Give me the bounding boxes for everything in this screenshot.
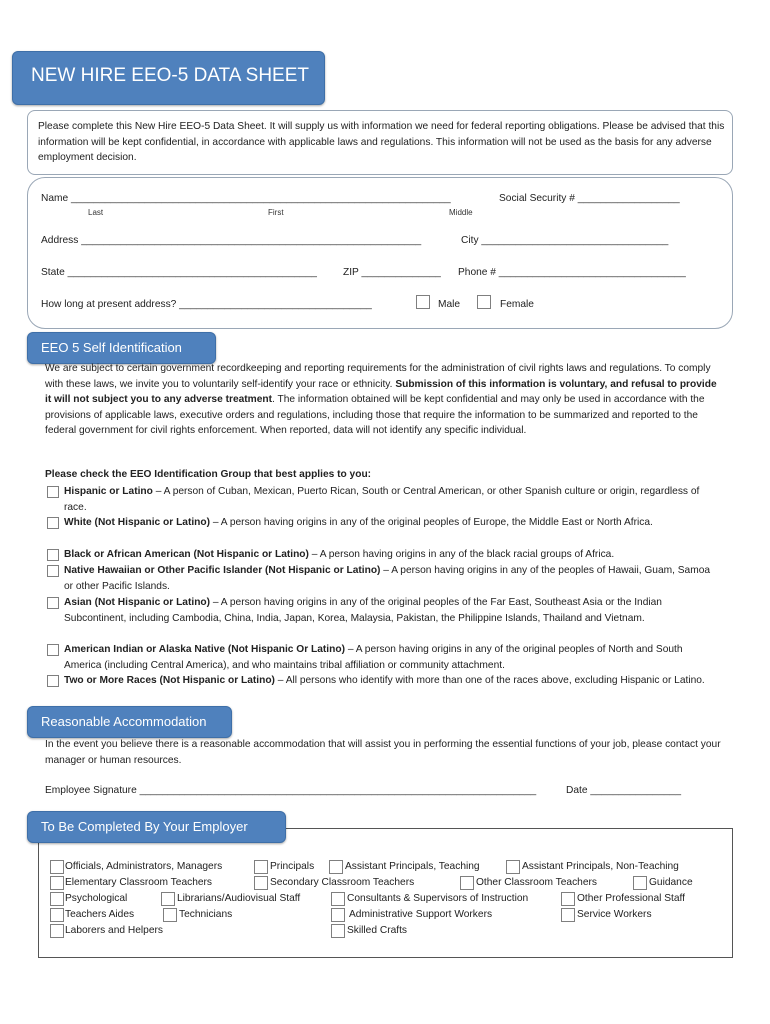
- secondary-teachers-checkbox[interactable]: [254, 876, 268, 890]
- employee-signature-field[interactable]: Employee Signature ______________________________________________________________________: [45, 785, 537, 796]
- other-teachers-label: Other Classroom Teachers: [476, 877, 597, 888]
- accommodation-heading: Reasonable Accommodation: [41, 714, 207, 729]
- laborers-checkbox[interactable]: [50, 924, 64, 938]
- middle-label: Middle: [449, 208, 473, 217]
- black-checkbox[interactable]: [47, 549, 59, 561]
- service-workers-label: Service Workers: [577, 909, 652, 920]
- asst-principals-nonteaching-checkbox[interactable]: [506, 860, 520, 874]
- service-workers-checkbox[interactable]: [561, 908, 575, 922]
- employer-section-header: [27, 811, 286, 843]
- consultants-label: Consultants & Supervisors of Instruction: [347, 893, 529, 904]
- asst-principals-nonteaching-label: Assistant Principals, Non-Teaching: [522, 861, 679, 872]
- group-label: American Indian or Alaska Native (Not Hispanic Or Latino): [64, 644, 345, 655]
- group-black: [64, 547, 714, 563]
- how-long-field[interactable]: How long at present address? __________________________________: [41, 299, 372, 310]
- admin-support-label: Administrative Support Workers: [349, 909, 493, 920]
- skilled-crafts-checkbox[interactable]: [331, 924, 345, 938]
- group-desc: – All persons who identify with more than one of the races above, excluding Hispanic or Latino.: [274, 675, 705, 686]
- group-desc: – A person having origins in any of the original peoples of the Far East, Southeast Asia or the Indian Subcontinent, including Cambodia, China, India, Japan, Korea, Malaysia, Pakistan, the Philippine Islands, Thailand and Vietnam.: [64, 597, 662, 624]
- eeo-para-2: . The information obtained will be kept confidential and may only be used in accordance with the provisions of applicable laws, executive orders and regulations, including those that require the information to be summarized and reported to the federal government for civil rights enforcement. When reported, data will not identify any specific individual.: [45, 394, 705, 437]
- eeo-section-header: [27, 332, 216, 364]
- intro-text: Please complete this New Hire EEO-5 Data Sheet. It will supply us with information we need for federal reporting obligations. Please be advised that this information will be kept confidential, in accordance with applicable laws and regulations. This information will not be used as the basis for any adverse employment decision.: [38, 121, 725, 164]
- eeo-paragraph: [45, 361, 725, 439]
- psychological-checkbox[interactable]: [50, 892, 64, 906]
- eeo-heading: EEO 5 Self Identification: [41, 340, 182, 355]
- name-field[interactable]: Name ___________________________________________________________________: [41, 193, 451, 204]
- other-teachers-checkbox[interactable]: [460, 876, 474, 890]
- group-two-or-more: [64, 673, 714, 689]
- title-banner: [12, 51, 325, 105]
- accommodation-text: In the event you believe there is a reasonable accommodation that will assist you in performing the essential functions of your job, please contact your manager or human resources.: [45, 739, 721, 766]
- group-label: Asian (Not Hispanic or Latino): [64, 597, 211, 608]
- technicians-checkbox[interactable]: [163, 908, 177, 922]
- white-checkbox[interactable]: [47, 517, 59, 529]
- male-label: Male: [438, 299, 461, 310]
- address-field[interactable]: Address ____________________________________________________________: [41, 235, 422, 246]
- laborers-label: Laborers and Helpers: [65, 925, 163, 936]
- asst-principals-teaching-checkbox[interactable]: [329, 860, 343, 874]
- female-label: Female: [500, 299, 534, 310]
- state-field[interactable]: State ____________________________________________: [41, 267, 317, 278]
- librarians-label: Librarians/Audiovisual Staff: [177, 893, 301, 904]
- last-label: Last: [88, 208, 104, 217]
- eeo-para-bold: Submission of this information is voluntary, and refusal to provide it will not subject you to any adverse treatment: [45, 378, 717, 406]
- other-professional-label: Other Professional Staff: [577, 893, 685, 904]
- group-desc: – A person having origins in any of the original peoples of Europe, the Middle East or North Africa.: [210, 517, 653, 528]
- secondary-teachers-label: Secondary Classroom Teachers: [270, 877, 415, 888]
- officials-checkbox[interactable]: [50, 860, 64, 874]
- hispanic-checkbox[interactable]: [47, 486, 59, 498]
- employer-heading: To Be Completed By Your Employer: [41, 819, 248, 834]
- psychological-label: Psychological: [65, 893, 128, 904]
- librarians-checkbox[interactable]: [161, 892, 175, 906]
- group-american-indian: [64, 642, 714, 673]
- asst-principals-teaching-label: Assistant Principals, Teaching: [345, 861, 480, 872]
- consultants-checkbox[interactable]: [331, 892, 345, 906]
- zip-field[interactable]: ZIP ______________: [343, 267, 441, 278]
- male-checkbox[interactable]: [416, 295, 430, 309]
- group-hispanic: [64, 484, 714, 515]
- group-desc: – A person having origins in any of the original peoples of North and South America (including Central America), and who maintains tribal affiliation or community attachment.: [64, 644, 683, 671]
- female-checkbox[interactable]: [477, 295, 491, 309]
- city-field[interactable]: City _________________________________: [461, 235, 669, 246]
- date-field[interactable]: Date ________________: [566, 785, 682, 796]
- principals-checkbox[interactable]: [254, 860, 268, 874]
- check-heading: Please check the EEO Identification Group that best applies to you:: [45, 469, 372, 480]
- other-professional-checkbox[interactable]: [561, 892, 575, 906]
- two-or-more-checkbox[interactable]: [47, 675, 59, 687]
- hawaiian-checkbox[interactable]: [47, 565, 59, 577]
- group-desc: – A person of Cuban, Mexican, Puerto Rican, South or Central American, or other Spanish culture or origin, regardless of race.: [64, 486, 700, 513]
- accommodation-section-header: [27, 706, 232, 738]
- asian-checkbox[interactable]: [47, 597, 59, 609]
- group-desc: – A person having origins in any of the black racial groups of Africa.: [308, 549, 615, 560]
- group-asian: [64, 595, 714, 626]
- first-label: First: [268, 208, 284, 217]
- eeo-para-1: We are subject to certain government recordkeeping and reporting requirements for the administration of civil rights laws and regulations. To comply with these laws, we invite you to voluntarily self-identify your race or ethnicity.: [45, 363, 711, 390]
- elementary-teachers-checkbox[interactable]: [50, 876, 64, 890]
- skilled-crafts-label: Skilled Crafts: [347, 925, 408, 936]
- guidance-label: Guidance: [649, 877, 693, 888]
- group-hawaiian: [64, 563, 714, 594]
- group-label: Hispanic or Latino: [64, 486, 153, 497]
- american-indian-checkbox[interactable]: [47, 644, 59, 656]
- group-label: Two or More Races (Not Hispanic or Latino): [64, 675, 275, 686]
- officials-label: Officials, Administrators, Managers: [65, 861, 223, 872]
- group-label: White (Not Hispanic or Latino): [64, 517, 211, 528]
- technicians-label: Technicians: [179, 909, 233, 920]
- group-label: Black or African American (Not Hispanic or Latino): [64, 549, 309, 560]
- elementary-teachers-label: Elementary Classroom Teachers: [65, 877, 213, 888]
- guidance-checkbox[interactable]: [633, 876, 647, 890]
- teachers-aides-label: Teachers Aides: [65, 909, 135, 920]
- admin-support-checkbox[interactable]: [331, 908, 345, 922]
- group-label: Native Hawaiian or Other Pacific Islander (Not Hispanic or Latino): [64, 565, 381, 576]
- group-white: [64, 515, 714, 531]
- page-title: NEW HIRE EEO-5 DATA SHEET: [31, 65, 310, 86]
- phone-field[interactable]: Phone # _________________________________: [458, 267, 686, 278]
- principals-label: Principals: [270, 861, 315, 872]
- ssn-field[interactable]: Social Security # __________________: [499, 193, 680, 204]
- teachers-aides-checkbox[interactable]: [50, 908, 64, 922]
- group-desc: – A person having origins in any of the peoples of Hawaii, Guam, Samoa or other Pacific Islands.: [64, 565, 711, 592]
